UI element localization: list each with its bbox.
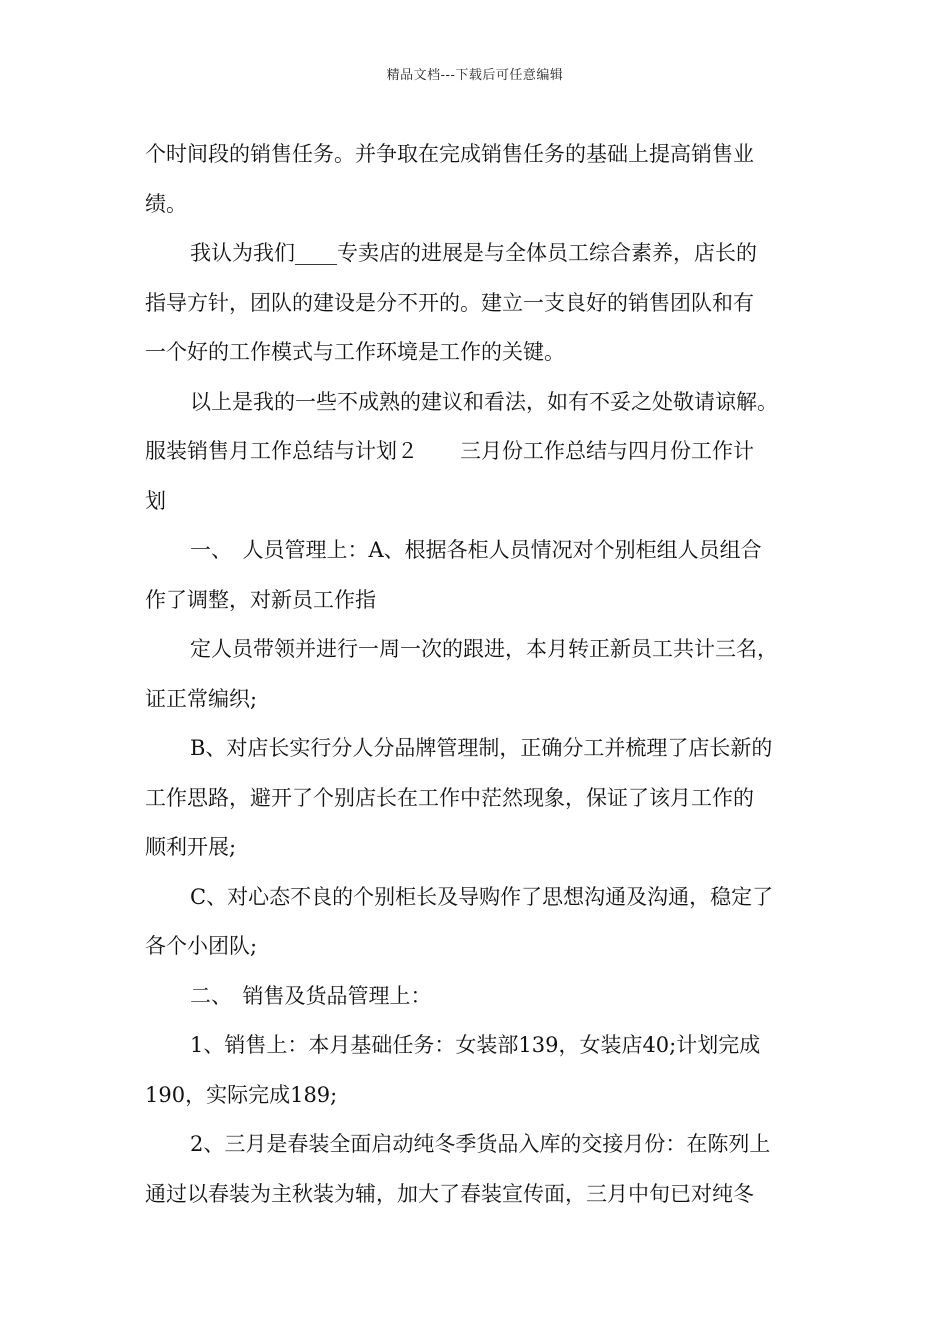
text-line: 证正常编织; [145, 686, 258, 711]
text-line: 各个小团队; [145, 934, 258, 958]
text-line: B、对店长实行分人分品牌管理制，正确分工并梳理了店长新的 [190, 736, 773, 760]
text-line: 顺利开展; [145, 835, 237, 859]
text-line: 我认为我们____专卖店的进展是与全体员工综合素养，店长的 [190, 241, 757, 265]
text-line: 190，实际完成189; [145, 1082, 338, 1107]
text-line: 2、三月是春装全面启动纯冬季货品入库的交接月份：在陈列上 [190, 1132, 771, 1156]
paragraph-10 [145, 1021, 825, 1120]
paragraph-6 [145, 625, 825, 724]
text-line: 绩。 [145, 191, 187, 216]
document-body [145, 130, 825, 1219]
text-line: 以上是我的一些不成熟的建议和看法，如有不妥之处敬请谅解。 [190, 389, 778, 414]
text-line: 指导方针，团队的建设是分不开的。建立一支良好的销售团队和有 [145, 290, 754, 315]
text-line: 定人员带领并进行一周一次的跟进，本月转正新员工共计三名， [190, 637, 778, 661]
text-line: 一、 人员管理上：A、根据各柜人员情况对个别柜组人员组合 [190, 538, 762, 562]
text-line: 作了调整，对新员工作指 [145, 587, 376, 612]
text-line: 个时间段的销售任务。并争取在完成销售任务的基础上提高销售业 [145, 142, 754, 166]
paragraph-5 [145, 526, 825, 625]
text-line: 1、销售上：本月基础任务：女装部139，女装店40;计划完成 [190, 1033, 761, 1057]
paragraph-1 [145, 130, 825, 229]
text-line: 通过以春装为主秋装为辅，加大了春装宣传面，三月中旬已对纯冬 [145, 1181, 754, 1206]
paragraph-3 [145, 378, 825, 428]
paragraph-11 [145, 1120, 825, 1219]
paragraph-8 [145, 873, 825, 972]
document-header: 精品文档---下载后可任意编辑 [386, 68, 564, 83]
paragraph-2 [145, 229, 825, 378]
paragraph-7 [145, 724, 825, 873]
text-line: C、对心态不良的个别柜长及导购作了思想沟通及沟通，稳定了 [190, 884, 774, 909]
text-line: 一个好的工作模式与工作环境是工作的关键。 [145, 340, 565, 364]
section-title [145, 427, 825, 526]
text-line: 二、 销售及货品管理上： [190, 983, 432, 1008]
paragraph-9 [145, 972, 825, 1022]
text-line: 工作思路，避开了个别店长在工作中茫然现象，保证了该月工作的 [145, 785, 754, 810]
text-line: 划 [145, 488, 166, 513]
text-line: 服装销售月工作总结与计划２ 三月份工作总结与四月份工作计 [145, 439, 754, 463]
